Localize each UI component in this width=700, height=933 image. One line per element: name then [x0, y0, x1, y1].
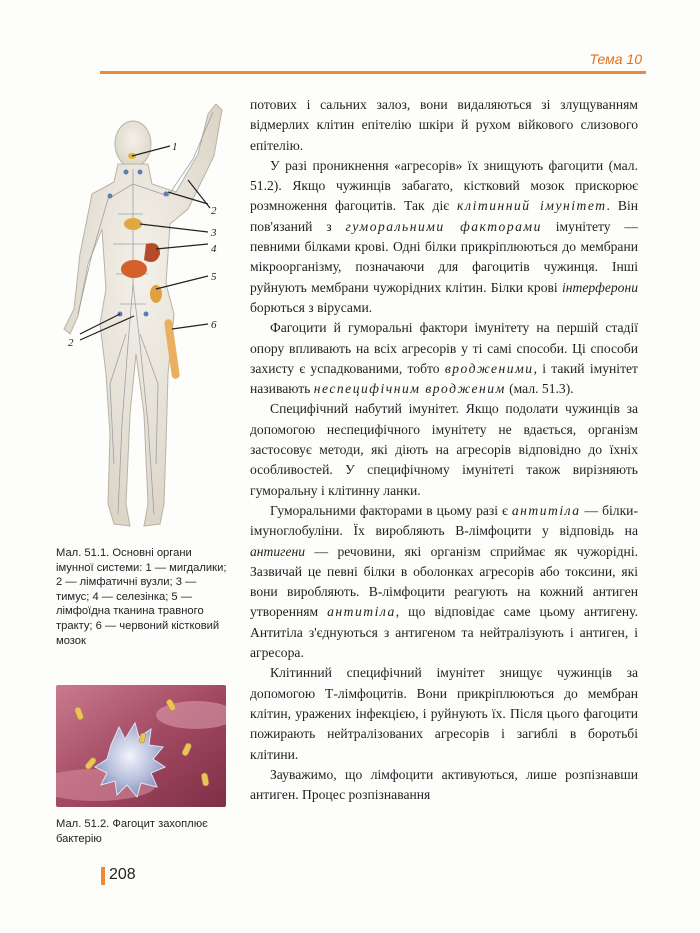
main-text	[250, 95, 638, 805]
figure2-caption: Мал. 51.2. Фагоцит захоплює бактерію	[56, 818, 208, 845]
paragraph-2: У разі проникнення «агресорів» їх знищують фагоцити (мал. 51.2). Якщо чужинців забагато, кістковий мозок прискорює розмноження фагоцитів. Так діє клітинний імунітет. Він пов'язаний з гуморальними факторами імунітету — певними білками крові. Одні білки прикріплюються до мембрани мікроорганізму, позначаючи для фагоцитів чужинця. Інші руйнують мембрани чужорідних клітин. Білки крові інтерферони борються з вірусами.	[250, 157, 638, 315]
label-2: 2	[211, 205, 217, 217]
label-1: 1	[172, 141, 178, 153]
header-rule	[100, 71, 646, 74]
paragraph-1: потових і сальних залоз, вони видаляються зі злущуванням відмерлих клітин епітелію шкіри й рухом війкового слизового епітелію.	[250, 97, 638, 153]
immune-system-figure	[48, 84, 248, 539]
phagocyte-figure	[56, 685, 226, 807]
page-number: 208	[109, 866, 136, 883]
paragraph-3: Фагоцити й гуморальні фактори імунітету на першій стадії опору впливають на всіх агресорів у ті самі способи. Ці способи захисту є успадкованими, тобто вродженими, і такий імунітет називають неспецифічним вродженим (мал. 51.3).	[250, 320, 638, 397]
label-3: 3	[211, 227, 217, 239]
paragraph-4: Специфічний набутий імунітет. Якщо подолати чужинців за допомогою неспецифічного імунітету не вдається, організм застосовує методи, які діють на агресорів відповідно до їхніх особливостей. У специфічному імунітеті також вирізняють гуморальну і клітинну ланки.	[250, 401, 638, 498]
topic-label: Тема 10	[589, 51, 642, 67]
label-5: 5	[211, 271, 217, 283]
label-2-left: 2	[68, 337, 74, 349]
paragraph-6: Клітинний специфічний імунітет знищує чужинців за допомогою Т-лімфоцитів. Вони прикріплюються до мембран клітин, уражених інфекцією, і руйнують їх. Після цього фагоцити пожирають нейтралізованих агресорів і загиблі в боротьбі клітини.	[250, 665, 638, 762]
paragraph-5: Гуморальними факторами в цьому разі є антитіла — білки-імуноглобуліни. Їх виробляють В-лімфоцити у відповідь на антигени — речовини, які організм сприймає як чужорідні. Зазвичай це певні білки в оболонках агресорів або токсини, які вони виробляють. В-лімфоцити реагують на кожний антиген утворенням антитіла, що відповідає саме цьому антигену. Антитіла з'єднуються з антигеном та нейтралізують і антиген, і агресора.	[250, 502, 638, 661]
paragraph-7: Зауважимо, що лімфоцити активуються, лише розпізнавши антиген. Процес розпізнавання	[250, 766, 638, 803]
label-4: 4	[211, 243, 217, 255]
label-6: 6	[211, 319, 217, 331]
figure1-caption: Мал. 51.1. Основні органи імунної системи: 1 — мигдалики; 2 — лімфатичні вузли; 3 — тимус; 4 — селезінка; 5 — лімфоїдна тканина травного тракту; 6 — червоний кістковий мозок	[56, 547, 227, 647]
